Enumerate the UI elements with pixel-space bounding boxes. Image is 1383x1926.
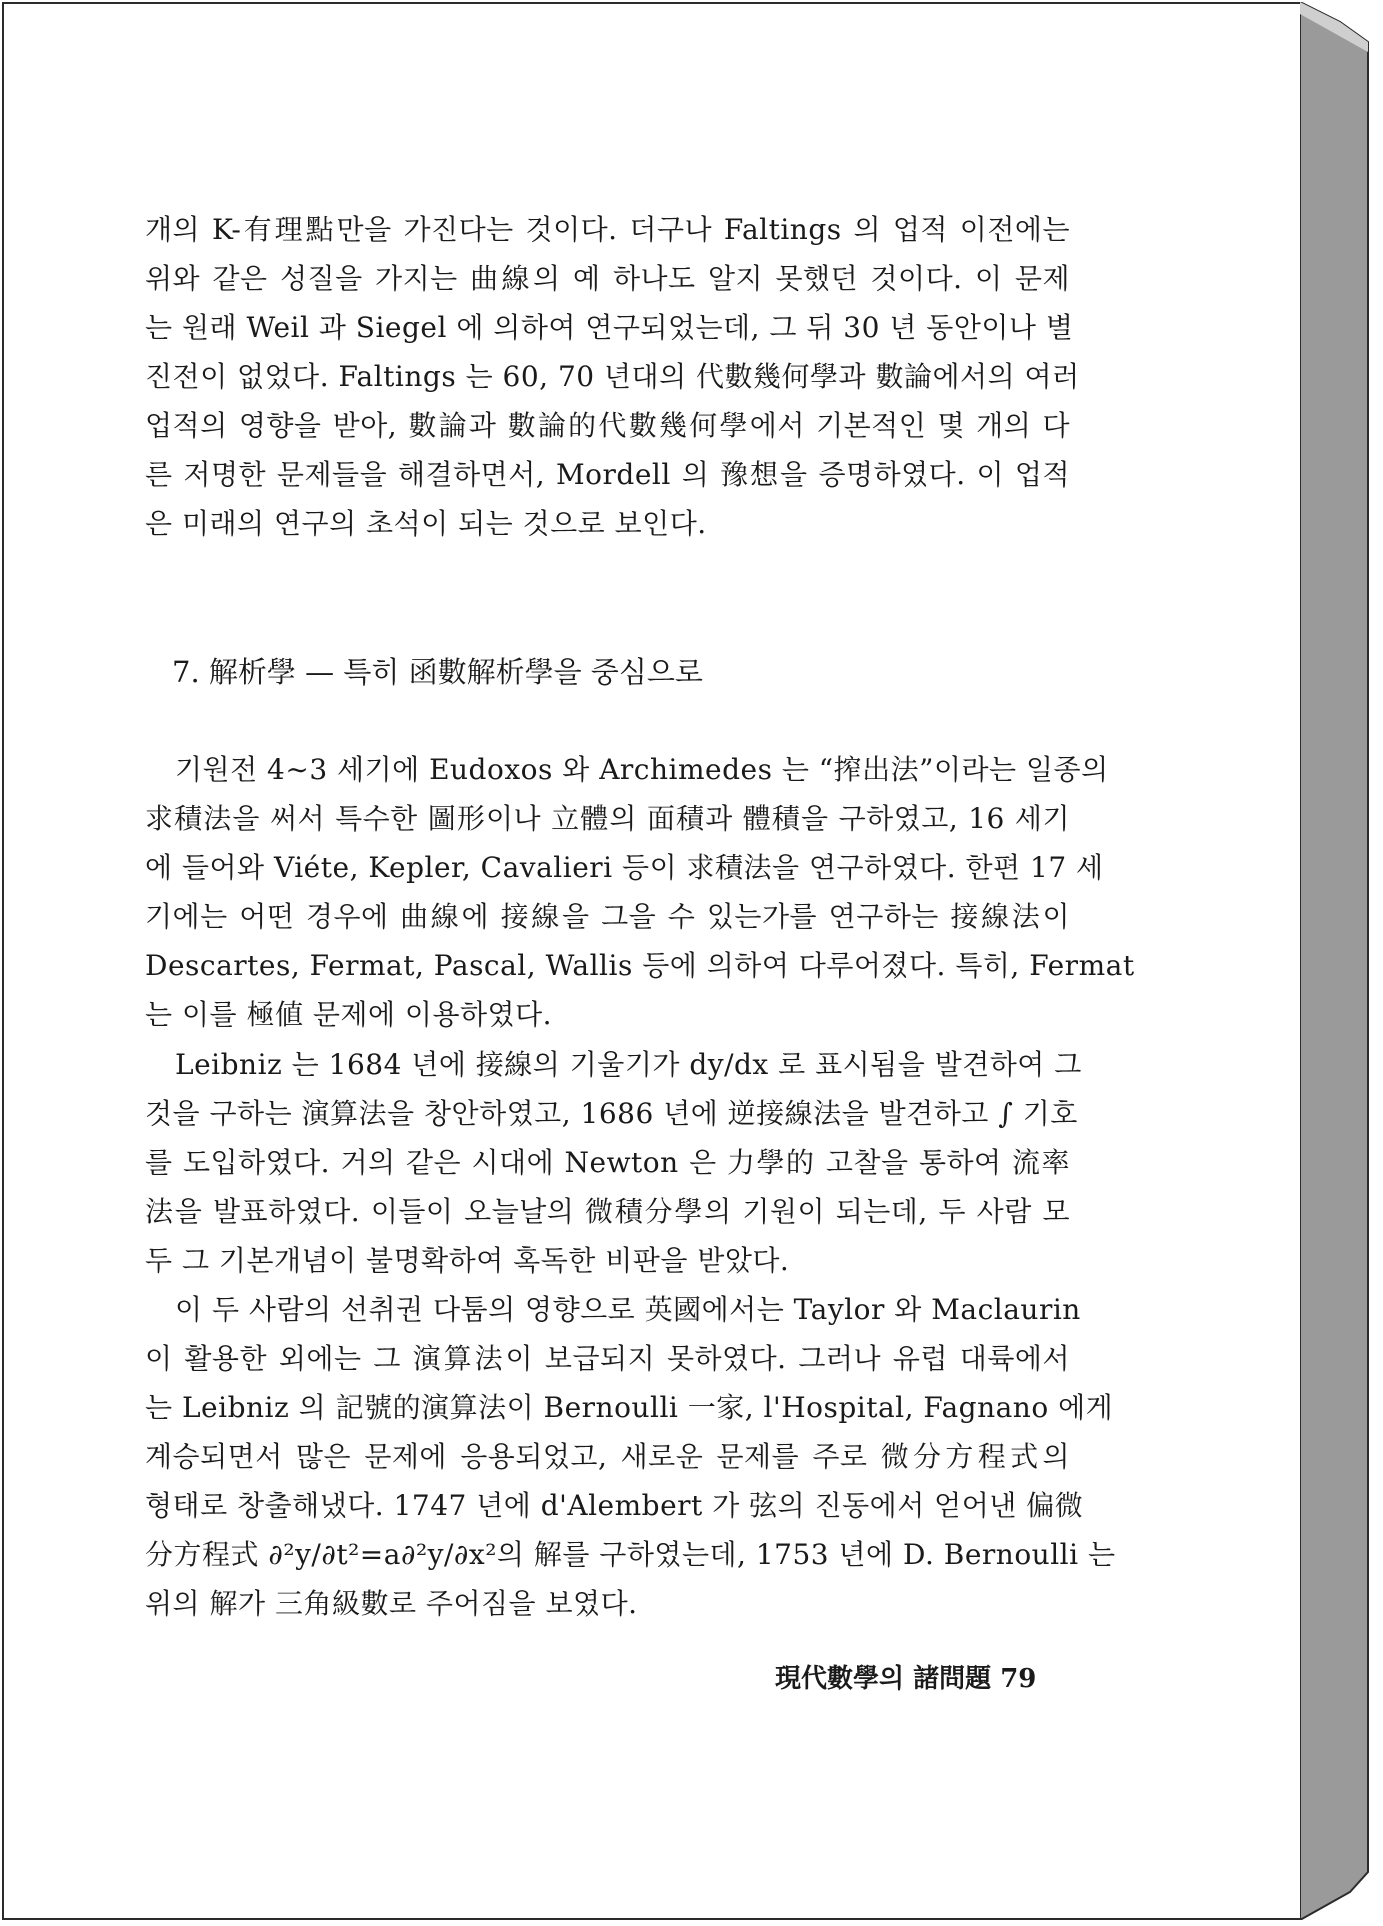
section-heading: 7. 解析學 — 특히 函數解析學을 중심으로: [172, 655, 703, 689]
running-footer: 現代數學의 諸問題 79: [775, 1664, 1037, 1694]
text-line: 는 Leibniz 의 記號的演算法이 Bernoulli 一家, l'Hospital, Fagnano 에게: [145, 1391, 1114, 1424]
text-line: 것을 구하는 演算法을 창안하였고, 1686 년에 逆接線法을 발견하고 ∫ 기호: [145, 1097, 1078, 1130]
text-line: 求積法을 써서 특수한 圖形이나 立體의 面積과 體積을 구하였고, 16 세기: [145, 802, 1070, 835]
text-line: 진전이 없었다. Faltings 는 60, 70 년대의 代數幾何學과 數論에서의 여러: [145, 360, 1080, 393]
text-line: 이 활용한 외에는 그 演算法이 보급되지 못하였다. 그러나 유럽 대륙에서: [145, 1342, 1070, 1375]
paragraph-4: [145, 1285, 1116, 1628]
text-line: 두 그 기본개념이 불명확하여 혹독한 비판을 받았다.: [145, 1244, 790, 1277]
text-line: 는 원래 Weil 과 Siegel 에 의하여 연구되었는데, 그 뒤 30 년 동안이나 별: [145, 311, 1074, 344]
text-line: 기원전 4∼3 세기에 Eudoxos 와 Archimedes 는 “搾出法”이라는 일종의: [175, 753, 1109, 786]
text-line: 형태로 창출해냈다. 1747 년에 d'Alembert 가 弦의 진동에서 얻어낸 偏微: [145, 1489, 1084, 1522]
text-line: Leibniz 는 1684 년에 接線의 기울기가 dy/dx 로 표시됨을 발견하여 그: [175, 1048, 1082, 1081]
text-line: 개의 K-有理點만을 가진다는 것이다. 더구나 Faltings 의 업적 이전에는: [145, 213, 1070, 246]
text-line: 른 저명한 문제들을 해결하면서, Mordell 의 豫想을 증명하였다. 이 업적: [145, 458, 1070, 491]
text-line: Descartes, Fermat, Pascal, Wallis 등에 의하여 다루어졌다. 특히, Fermat: [145, 949, 1135, 982]
page-edge-shadow: [1300, 2, 1370, 1920]
text-line: 위와 같은 성질을 가지는 曲線의 예 하나도 알지 못했던 것이다. 이 문제: [145, 262, 1070, 295]
text-line: 는 이를 極値 문제에 이용하였다.: [145, 998, 553, 1031]
text-line: 를 도입하였다. 거의 같은 시대에 Newton 은 力學的 고찰을 통하여 流率: [145, 1146, 1070, 1179]
text-line: 이 두 사람의 선취권 다툼의 영향으로 英國에서는 Taylor 와 Maclaurin: [175, 1293, 1081, 1326]
text-line: 계승되면서 많은 문제에 응용되었고, 새로운 문제를 주로 微分方程式의: [145, 1440, 1070, 1473]
text-line: 法을 발표하였다. 이들이 오늘날의 微積分學의 기원이 되는데, 두 사람 모: [145, 1195, 1070, 1228]
paragraph-3: [145, 1040, 1082, 1285]
text-line: 은 미래의 연구의 초석이 되는 것으로 보인다.: [145, 507, 707, 540]
text-line: 기에는 어떤 경우에 曲線에 接線을 그을 수 있는가를 연구하는 接線法이: [145, 900, 1070, 933]
text-line: 分方程式 ∂²y/∂t²=a∂²y/∂x²의 解를 구하였는데, 1753 년에 D. Bernoulli 는: [145, 1538, 1116, 1571]
paragraph-1: [145, 205, 1080, 548]
text-line: 위의 解가 三角級數로 주어짐을 보였다.: [145, 1587, 638, 1620]
paragraph-2: [145, 745, 1135, 1039]
text-line: 에 들어와 Viéte, Kepler, Cavalieri 등이 求積法을 연구하였다. 한편 17 세: [145, 851, 1104, 884]
text-line: 업적의 영향을 받아, 數論과 數論的代數幾何學에서 기본적인 몇 개의 다: [145, 409, 1070, 442]
